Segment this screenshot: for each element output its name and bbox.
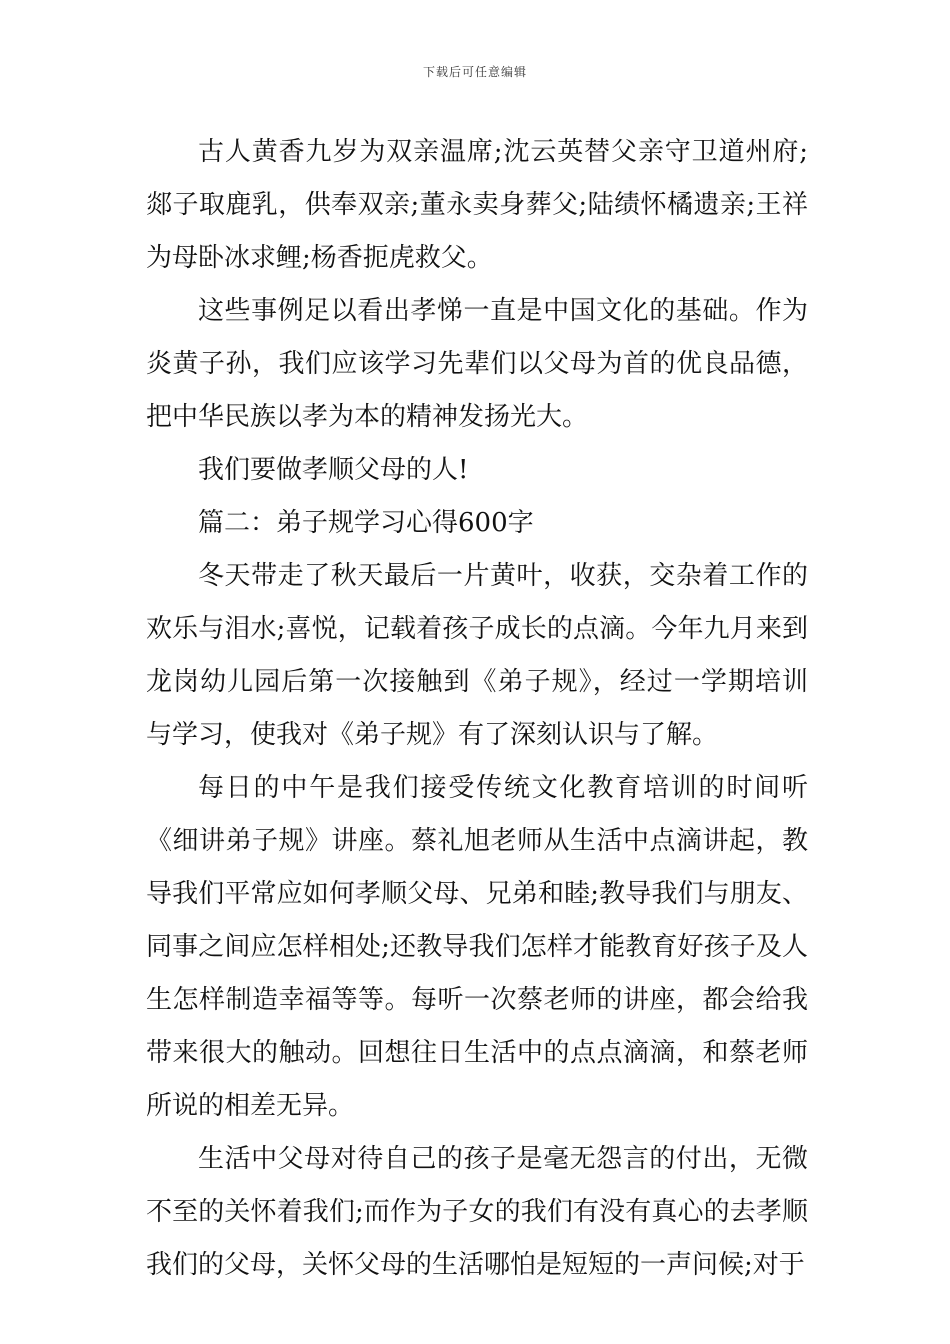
section-heading: 篇二：弟子规学习心得600字 <box>198 508 534 538</box>
paragraph-parents-care: 生活中父母对待自己的孩子是毫无怨言的付出，无微不至的关怀着我们;而作为子女的我们有没有真心的去孝顺我们的父母，关怀父母的生活哪怕是短短的一声问候;对于 <box>146 1144 808 1280</box>
page-header: 下载后可任意编辑 <box>422 65 527 79</box>
paragraph-winter: 冬天带走了秋天最后一片黄叶，收获，交杂着工作的欢乐与泪水;喜悦，记载着孩子成长的点滴。今年九月来到龙岗幼儿园后第一次接触到《弟子规》，经过一学期培训与学习，使我对《弟子规》有了深刻认识与了解。 <box>146 561 808 750</box>
paragraph-be-filial: 我们要做孝顺父母的人! <box>198 455 469 485</box>
paragraph-filial-examples: 古人黄香九岁为双亲温席;沈云英替父亲守卫道州府;郯子取鹿乳，供奉双亲;董永卖身葬父;陆绩怀橘遗亲;王祥为母卧冰求鲤;杨香扼虎救父。 <box>146 137 808 273</box>
paragraph-filial-foundation: 这些事例足以看出孝悌一直是中国文化的基础。作为炎黄子孙，我们应该学习先辈们以父母为首的优良品德，把中华民族以孝为本的精神发扬光大。 <box>146 296 808 432</box>
paragraph-lecture: 每日的中午是我们接受传统文化教育培训的时间听《细讲弟子规》讲座。蔡礼旭老师从生活中点滴讲起，教导我们平常应如何孝顺父母、兄弟和睦;教导我们与朋友、同事之间应怎样相处;还教导我们怎样才能教育好孩子及人生怎样制造幸福等等。每听一次蔡老师的讲座，都会给我带来很大的触动。回想往日生活中的点点滴滴，和蔡老师所说的相差无异。 <box>146 773 808 1121</box>
document-body <box>146 126 808 1292</box>
